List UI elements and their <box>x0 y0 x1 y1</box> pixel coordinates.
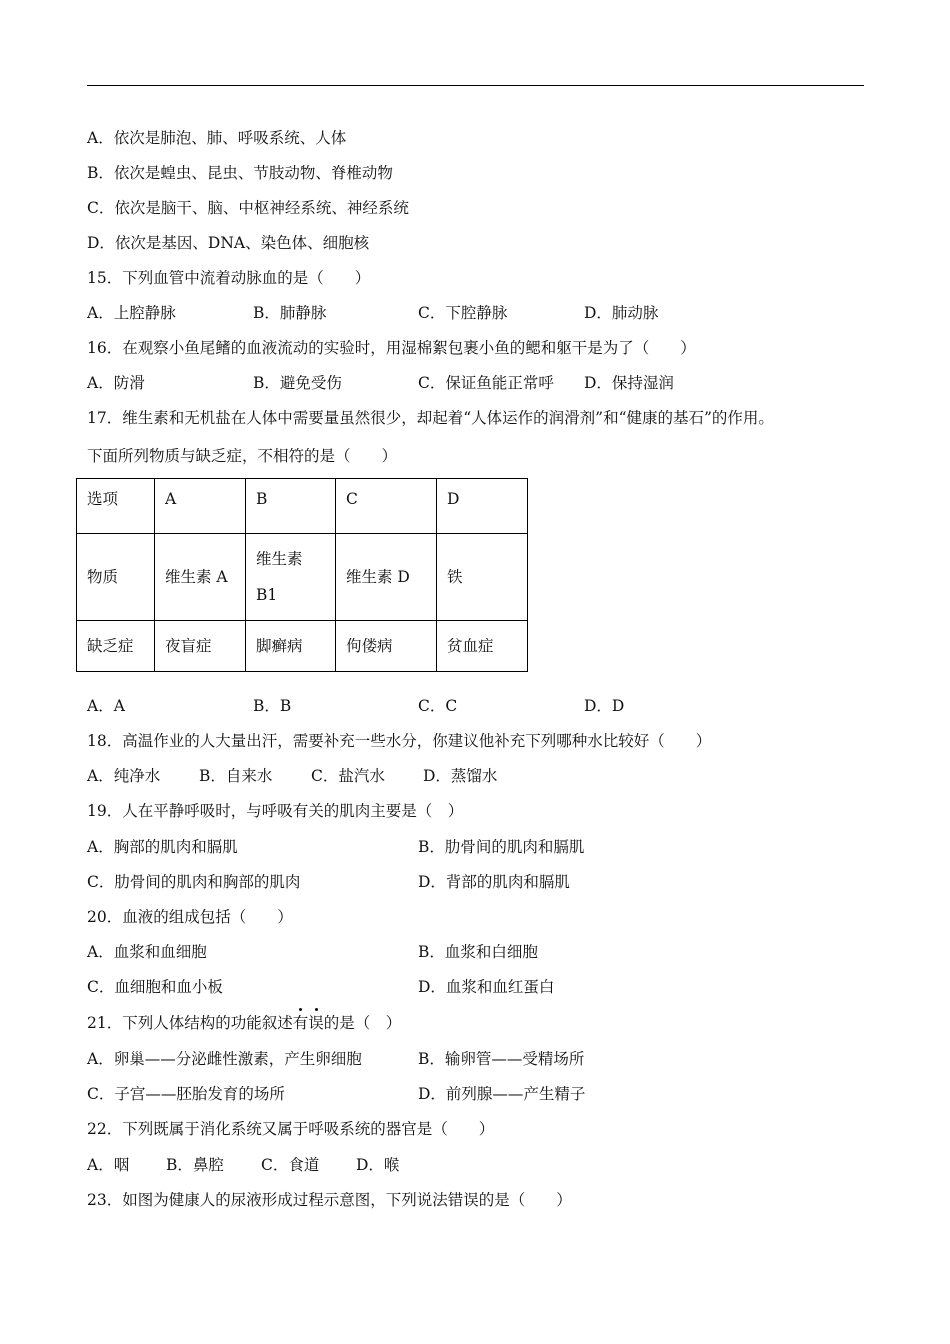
q17-option-c: C．C <box>418 697 458 715</box>
q20-option-b: B．血浆和白细胞 <box>418 943 538 961</box>
q18-option-a: A．纯净水 <box>87 767 161 785</box>
q19-option-a: A．胸部的肌肉和膈肌 <box>87 838 238 856</box>
emphasis-dot-char: 有 <box>292 1014 309 1032</box>
table-cell: D <box>437 479 528 534</box>
q22-option-a: A．咽 <box>87 1156 130 1174</box>
table-cell: 选项 <box>77 479 155 534</box>
table-cell: B <box>246 479 336 534</box>
q18-option-b: B．自来水 <box>199 767 273 785</box>
q16-stem: 16．在观察小鱼尾鳍的血液流动的实验时，用湿棉絮包裹小鱼的鳃和躯干是为了（ ） <box>87 339 696 357</box>
q20-option-c: C．血细胞和血小板 <box>87 978 223 996</box>
header-rule <box>87 85 864 86</box>
table-header-row <box>77 479 528 534</box>
table-cell: A <box>155 479 246 534</box>
table-cell: 维生素 D <box>336 534 437 621</box>
q20-option-a: A．血浆和血细胞 <box>87 943 207 961</box>
q17-stem-line1: 17．维生素和无机盐在人体中需要量虽然很少，却起着“人体运作的润滑剂”和“健康的基石”的作用。 <box>87 409 774 427</box>
q15-option-d: D．肺动脉 <box>584 304 659 322</box>
vitamin-table <box>76 478 528 672</box>
emphasis-dot-char: 误 <box>308 1014 324 1032</box>
q14-option-b: B．依次是蝗虫、昆虫、节肢动物、脊椎动物 <box>87 164 393 182</box>
q23-stem: 23．如图为健康人的尿液形成过程示意图，下列说法错误的是（ ） <box>87 1191 572 1209</box>
q21-option-d: D．前列腺——产生精子 <box>418 1085 586 1103</box>
q17-option-a: A．A <box>87 697 125 715</box>
q19-option-b: B．肋骨间的肌肉和膈肌 <box>418 838 585 856</box>
q21-stem-before: 21．下列人体结构的功能叙述 <box>87 1014 293 1032</box>
q21-stem <box>87 1013 401 1033</box>
table-cell: 铁 <box>437 534 528 621</box>
q21-option-c: C．子宫——胚胎发育的场所 <box>87 1085 285 1103</box>
table-row-deficiency <box>77 621 528 672</box>
q18-stem: 18．高温作业的人大量出汗，需要补充一些水分，你建议他补充下列哪种水比较好（ ） <box>87 732 712 750</box>
q15-option-c: C．下腔静脉 <box>418 304 508 322</box>
q20-stem: 20．血液的组成包括（ ） <box>87 908 293 926</box>
q22-option-d: D．喉 <box>356 1156 400 1174</box>
table-cell-b1-line1: 维生素 <box>256 550 303 568</box>
table-cell: 夜盲症 <box>155 621 246 672</box>
q18-option-c: C．盐汽水 <box>311 767 385 785</box>
q14-option-a: A．依次是肺泡、肺、呼吸系统、人体 <box>87 129 347 147</box>
q16-option-d: D．保持湿润 <box>584 374 674 392</box>
q16-option-b: B．避免受伤 <box>253 374 342 392</box>
q17-stem-line2: 下面所列物质与缺乏症，不相符的是（ ） <box>87 447 398 465</box>
q19-option-c: C．肋骨间的肌肉和胸部的肌肉 <box>87 873 301 891</box>
table-cell: 脚癣病 <box>246 621 336 672</box>
q21-option-a: A．卵巢——分泌雌性激素，产生卵细胞 <box>87 1050 362 1068</box>
q18-option-d: D．蒸馏水 <box>423 767 498 785</box>
q20-option-d: D．血浆和血红蛋白 <box>418 978 555 996</box>
table-cell <box>246 534 336 621</box>
q21-option-b: B．输卵管——受精场所 <box>418 1050 585 1068</box>
table-row-substance <box>77 534 528 621</box>
table-cell: 贫血症 <box>437 621 528 672</box>
q16-option-c: C．保证鱼能正常呼 <box>418 374 554 392</box>
q15-stem: 15．下列血管中流着动脉血的是（ ） <box>87 269 371 287</box>
q14-option-c: C．依次是脑干、脑、中枢神经系统、神经系统 <box>87 199 409 217</box>
table-cell: C <box>336 479 437 534</box>
q15-option-a: A．上腔静脉 <box>87 304 176 322</box>
q17-option-b: B．B <box>253 697 292 715</box>
q19-stem: 19．人在平静呼吸时，与呼吸有关的肌肉主要是（ ） <box>87 802 464 820</box>
q19-option-d: D．背部的肌肉和膈肌 <box>418 873 570 891</box>
q22-stem: 22．下列既属于消化系统又属于呼吸系统的器官是（ ） <box>87 1120 495 1138</box>
q22-option-c: C．食道 <box>261 1156 320 1174</box>
q17-option-d: D．D <box>584 697 625 715</box>
table-cell: 缺乏症 <box>77 621 155 672</box>
q22-option-b: B．鼻腔 <box>166 1156 224 1174</box>
q14-option-d: D．依次是基因、DNA、染色体、细胞核 <box>87 234 370 252</box>
q15-option-b: B．肺静脉 <box>253 304 327 322</box>
table-cell: 维生素 A <box>155 534 246 621</box>
q16-option-a: A．防滑 <box>87 374 145 392</box>
table-cell: 佝偻病 <box>336 621 437 672</box>
q21-stem-after: 的是（ ） <box>323 1014 402 1032</box>
table-cell: 物质 <box>77 534 155 621</box>
table-cell-b1-line2: B1 <box>256 586 278 604</box>
